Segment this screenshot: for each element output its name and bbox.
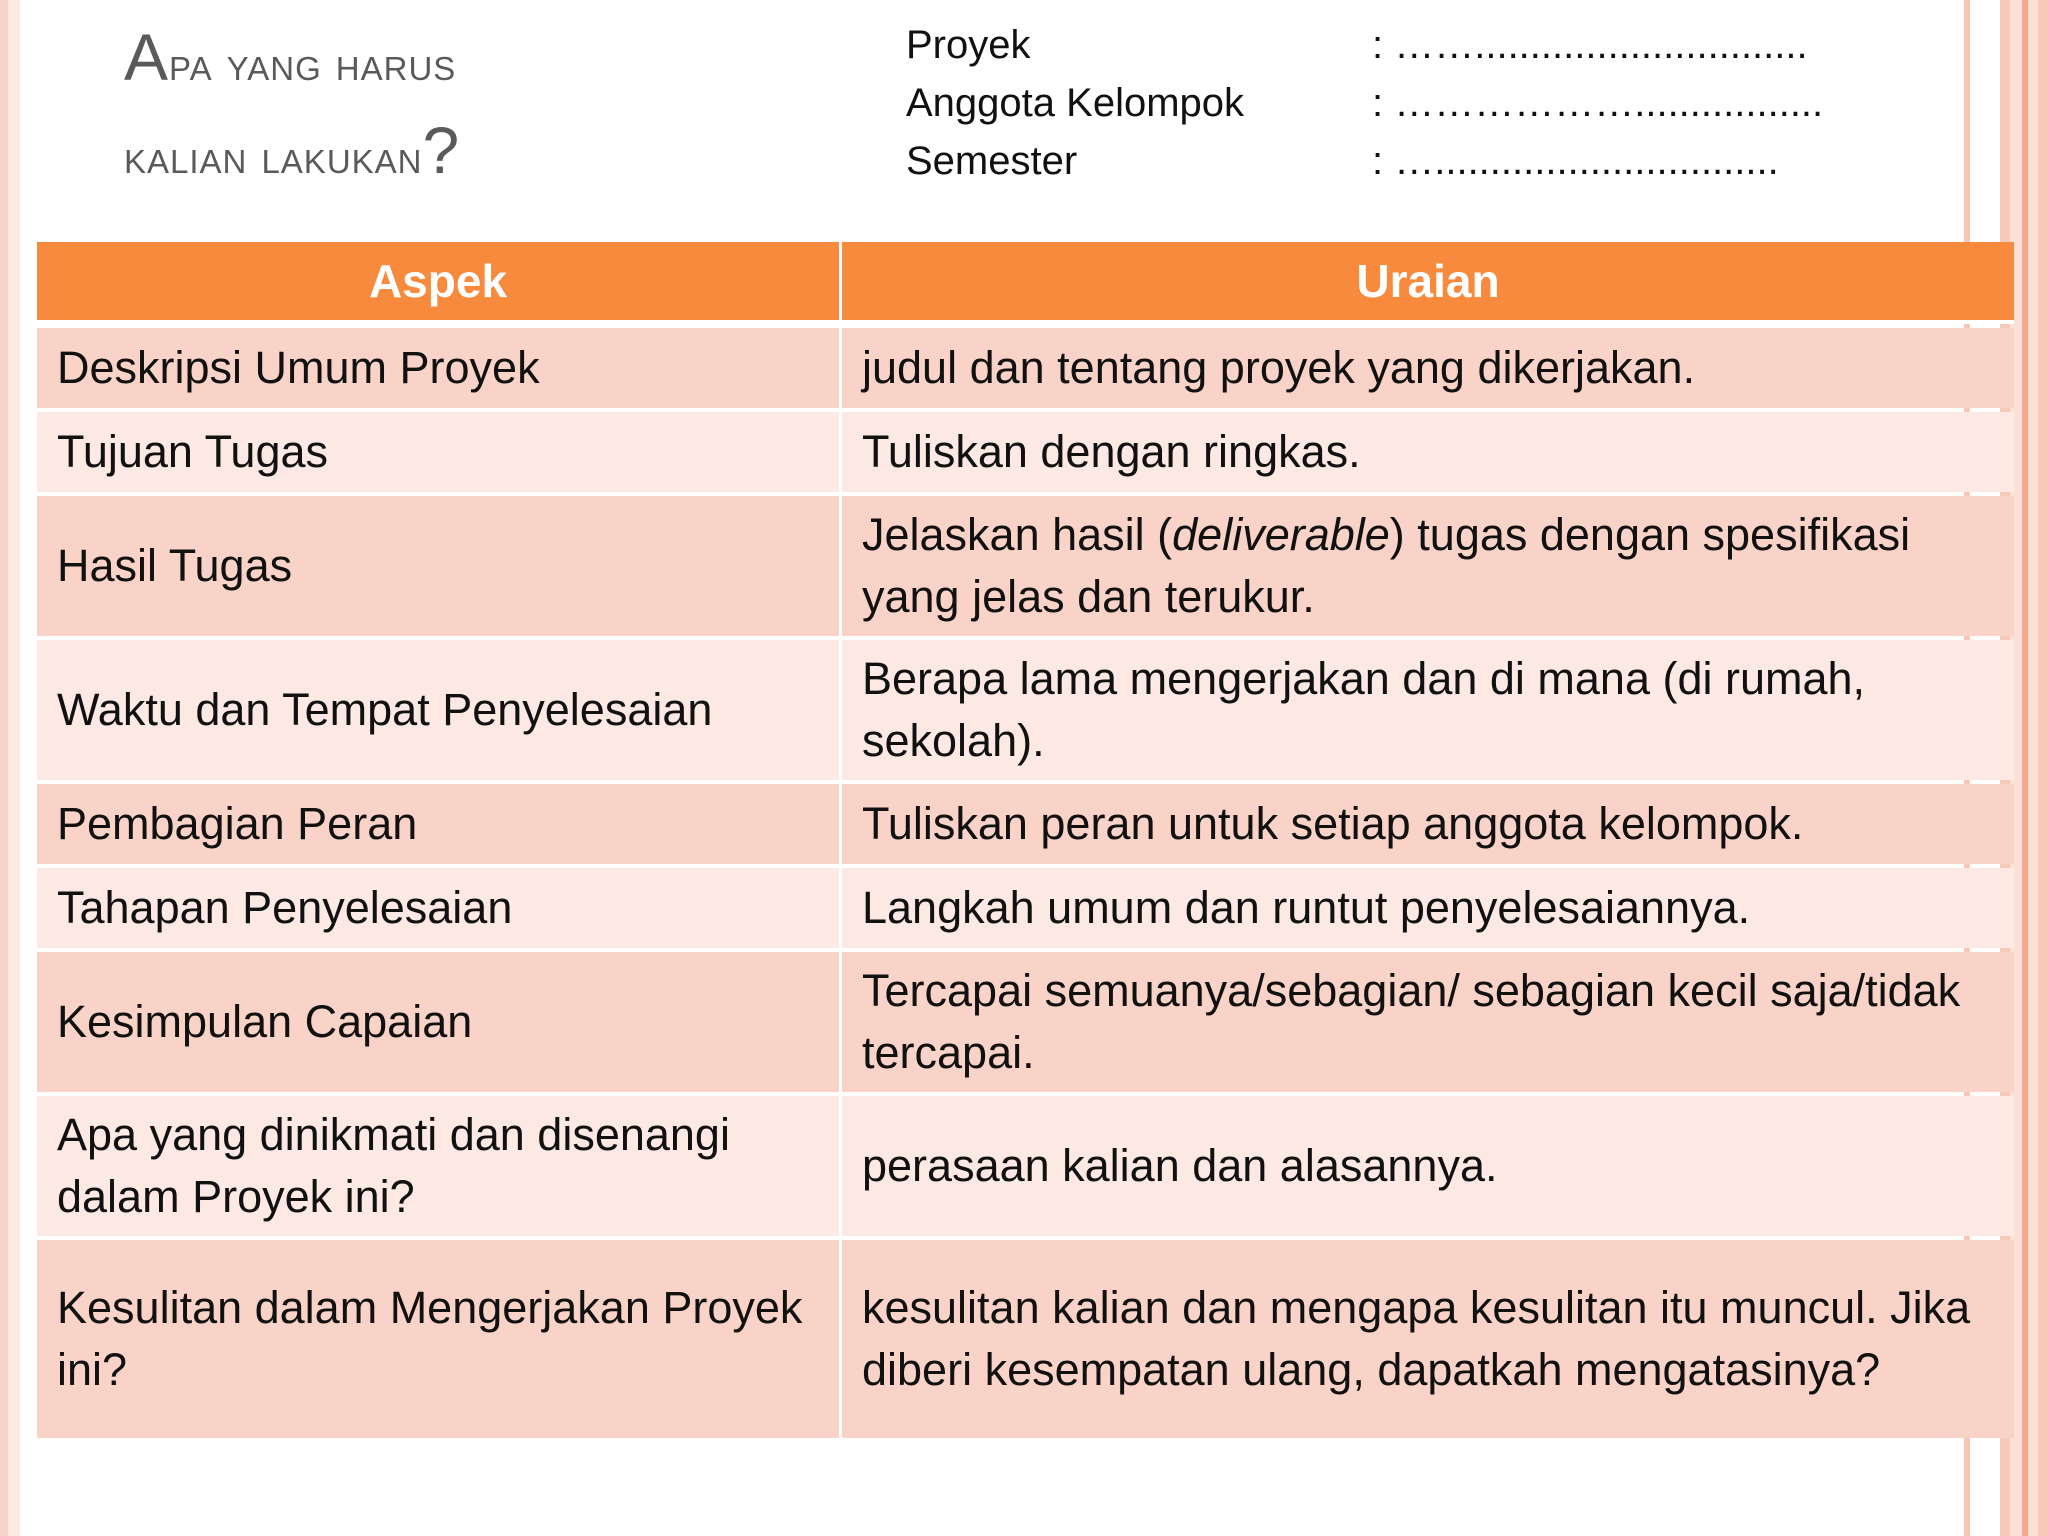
meta-row-anggota (906, 74, 1823, 132)
cell-aspek: Apa yang dinikmati dan disenangi dalam Proyek ini? (37, 1096, 839, 1236)
cell-aspek: Kesimpulan Capaian (37, 952, 839, 1092)
header-aspek: Aspek (37, 242, 839, 324)
meta-label: Semester (906, 138, 1078, 183)
meta-label: Proyek (906, 22, 1031, 67)
cell-uraian: Tuliskan peran untuk setiap anggota kelompok. (842, 784, 2014, 864)
cell-uraian: Berapa lama mengerjakan dan di mana (di rumah, sekolah). (842, 640, 2014, 780)
cell-aspek: Pembagian Peran (37, 784, 839, 864)
meta-value-blank: : ………………................. (1372, 80, 1824, 125)
cell-aspek: Waktu dan Tempat Penyelesaian (37, 640, 839, 780)
table-row (37, 1096, 2014, 1236)
title-question-mark: ? (422, 113, 461, 187)
meta-value-blank: : …............................... (1372, 138, 1779, 183)
cell-aspek: Tujuan Tugas (37, 412, 839, 492)
cell-uraian: perasaan kalian dan alasannya. (842, 1096, 2014, 1236)
uraian-text: ) tugas dengan spesifikasi yang jelas dan terukur. (862, 509, 1911, 622)
table-row (37, 784, 2014, 864)
cell-aspek: Hasil Tugas (37, 496, 839, 636)
table-row (37, 952, 2014, 1092)
title-initial: A (124, 20, 170, 94)
meta-row-semester (906, 132, 1823, 190)
title-line1: pa yang harus (169, 37, 457, 90)
meta-row-proyek (906, 16, 1823, 74)
uraian-text: Jelaskan hasil ( (862, 509, 1173, 560)
table-row (37, 640, 2014, 780)
table-row (37, 496, 2014, 636)
cell-uraian: kesulitan kalian dan mengapa kesulitan itu muncul. Jika diberi kesempatan ulang, dapatkah mengatasinya? (842, 1240, 2014, 1438)
table-row (37, 1240, 2014, 1438)
aspek-table-container (34, 238, 2014, 1442)
table-row (37, 412, 2014, 492)
title-line2: kalian lakukan (124, 130, 423, 183)
meta-value-blank: : …….............................. (1372, 22, 1808, 67)
cell-aspek: Kesulitan dalam Mengerjakan Proyek ini? (37, 1240, 839, 1438)
project-info (906, 16, 1823, 190)
cell-aspek: Deskripsi Umum Proyek (37, 328, 839, 408)
cell-uraian: Tuliskan dengan ringkas. (842, 412, 2014, 492)
table-row (37, 328, 2014, 408)
aspek-table (34, 238, 2017, 1442)
cell-uraian: Tercapai semuanya/sebagian/ sebagian kecil saja/tidak tercapai. (842, 952, 2014, 1092)
page-title (124, 14, 884, 200)
cell-uraian: Langkah umum dan runtut penyelesaiannya. (842, 868, 2014, 948)
cell-aspek: Tahapan Penyelesaian (37, 868, 839, 948)
table-header-row (37, 242, 2014, 324)
meta-label: Anggota Kelompok (906, 80, 1245, 125)
cell-uraian: judul dan tentang proyek yang dikerjakan. (842, 328, 2014, 408)
left-decor-stripe (0, 0, 20, 1536)
table-row (37, 868, 2014, 948)
uraian-emphasis: deliverable (1172, 509, 1390, 560)
header-uraian: Uraian (842, 242, 2014, 324)
cell-uraian (842, 496, 2014, 636)
